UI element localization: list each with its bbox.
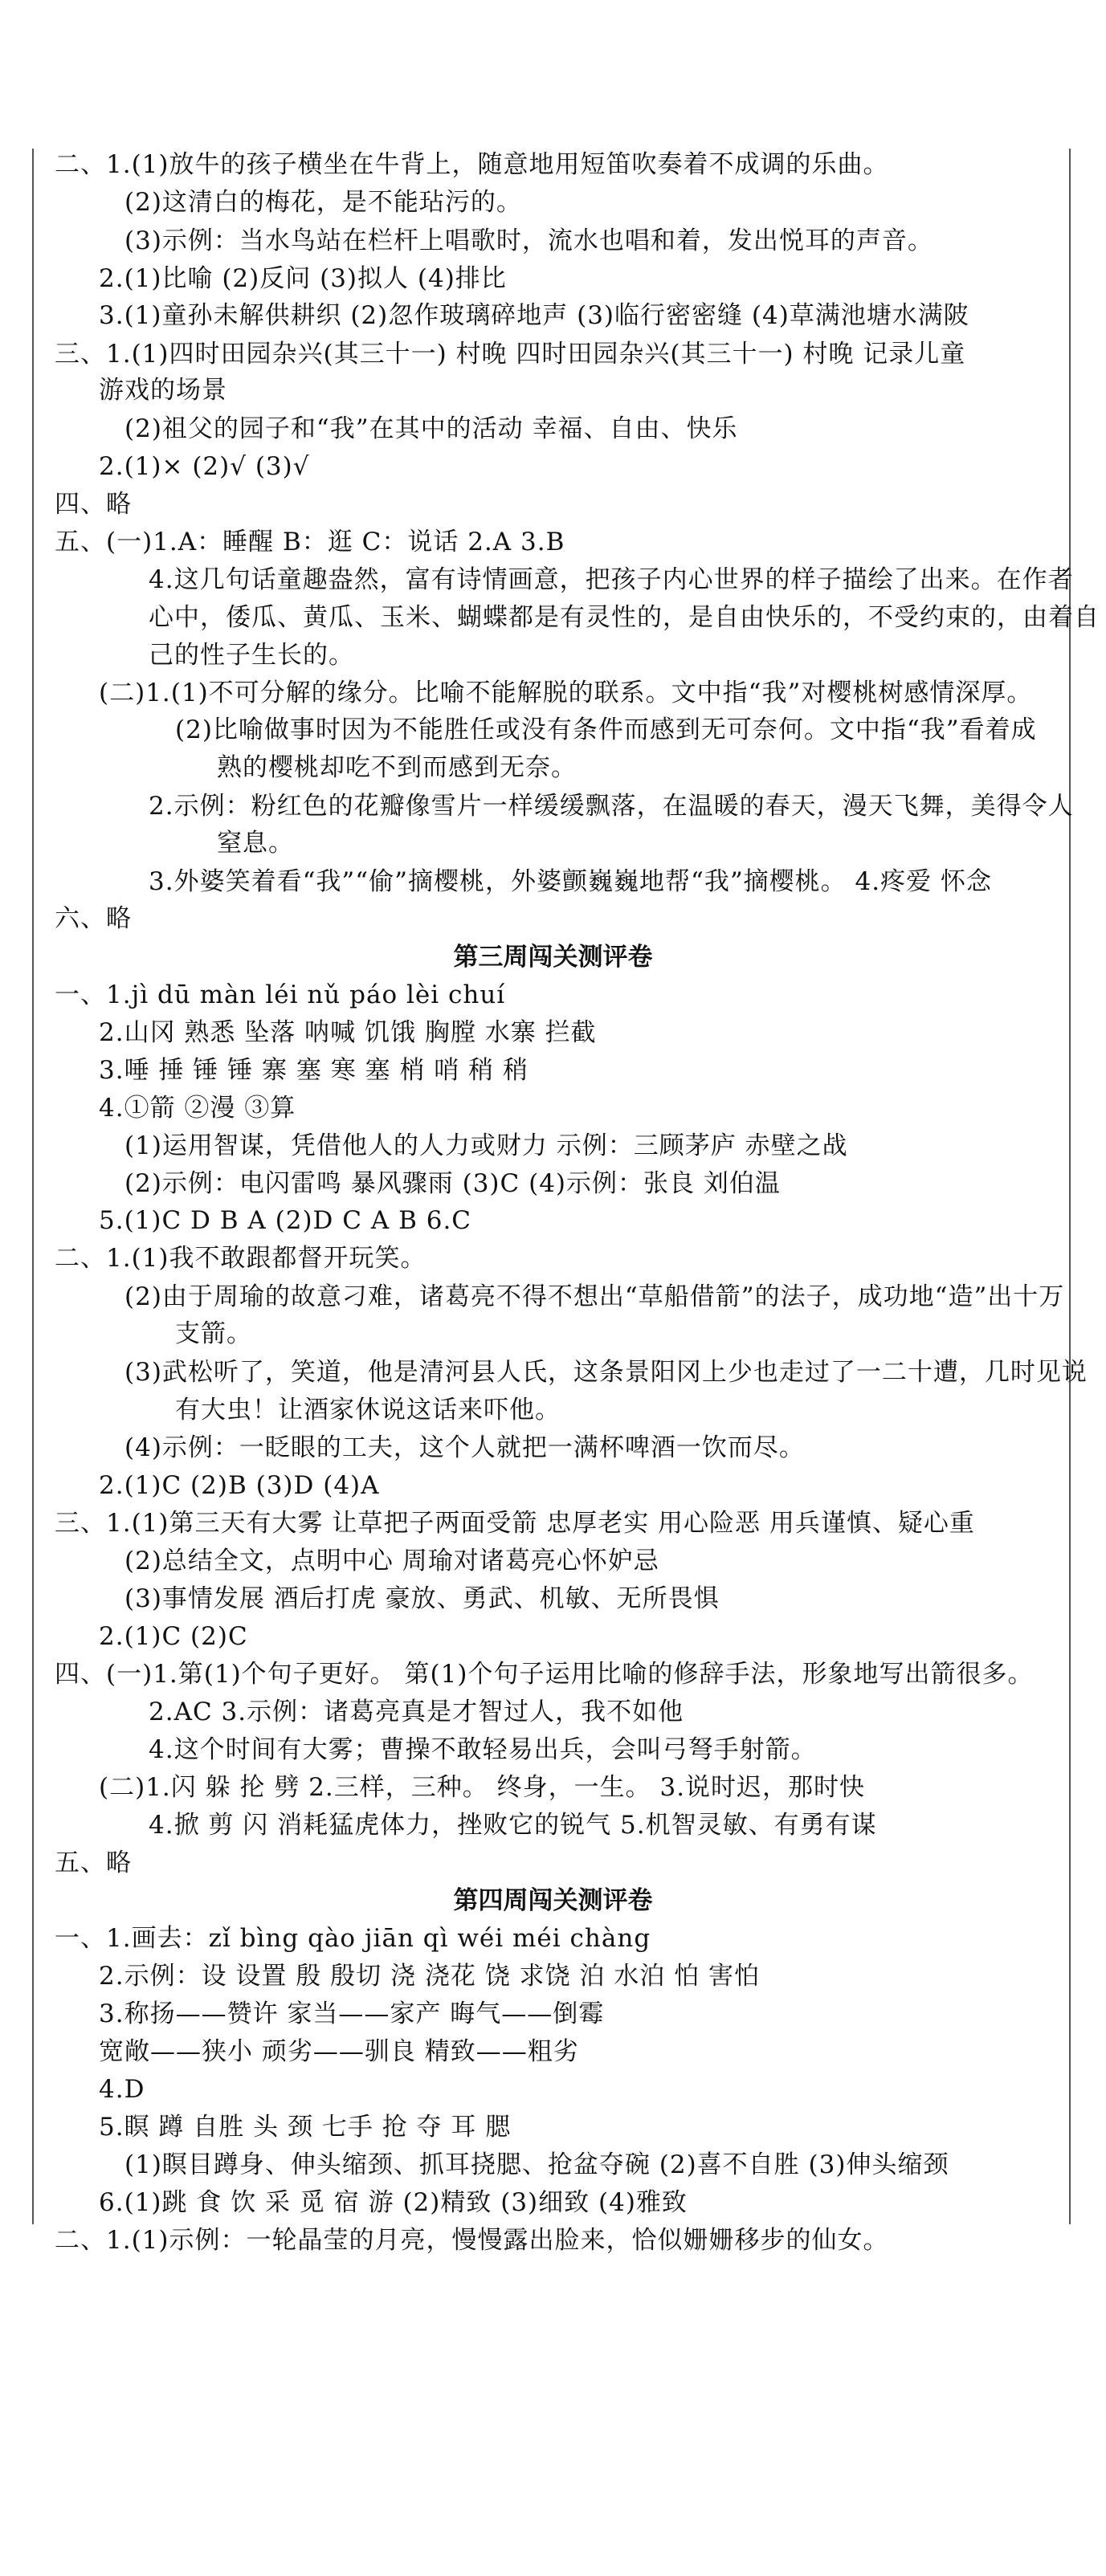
answer-line: 熟的樱桃却吃不到而感到无奈。: [217, 753, 577, 782]
answer-line: 4.D: [99, 2075, 145, 2104]
answer-line: 2.(1)C (2)C: [99, 1622, 248, 1651]
section-title: 第三周闯关测评卷: [453, 943, 653, 972]
answer-line: (2)总结全文，点明中心 周瑜对诸葛亮心怀妒忌: [124, 1547, 659, 1575]
answer-line: 己的性子生长的。: [149, 641, 354, 670]
answer-line: 支箭。: [175, 1319, 252, 1348]
answer-line: 一、1.jì dū màn léi nǔ páo lèi chuí: [55, 980, 506, 1009]
section-title: 第四周闯关测评卷: [453, 1886, 653, 1915]
answer-line: (2)由于周瑜的故意刁难，诸葛亮不得不想出“草船借箭”的法子，成功地“造”出十万: [124, 1282, 1065, 1311]
answer-line: 四、略: [55, 490, 132, 519]
answer-line: (2)比喻做事时因为不能胜任或没有条件而感到无可奈何。文中指“我”看着成: [175, 715, 1037, 744]
answer-line: 4.①箭 ②漫 ③算: [99, 1094, 296, 1123]
answer-line: 六、略: [55, 904, 132, 933]
answer-line: (3)武松听了，笑道，他是清河县人氏，这条景阳冈上少也走过了一二十遭，几时见说: [124, 1358, 1088, 1387]
answer-line: 2.山冈 熟悉 坠落 呐喊 饥饿 胸膛 水寨 拦截: [99, 1018, 597, 1047]
answer-line: 5.(1)C D B A (2)D C A B 6.C: [99, 1206, 472, 1235]
answer-line: 四、(一)1.第(1)个句子更好。 第(1)个句子运用比喻的修辞手法，形象地写出箭很多。: [55, 1660, 1034, 1689]
answer-line: 二、1.(1)放牛的孩子横坐在牛背上，随意地用短笛吹奏着不成调的乐曲。: [55, 150, 889, 179]
answer-line: (3)示例：当水鸟站在栏杆上唱歌时，流水也唱和着，发出悦耳的声音。: [124, 226, 933, 255]
answer-line: 3.(1)童孙未解供耕织 (2)忽作玻璃碎地声 (3)临行密密缝 (4)草满池塘水满陂: [99, 301, 969, 330]
answer-line: (2)示例：电闪雷鸣 暴风骤雨 (3)C (4)示例：张良 刘伯温: [124, 1169, 781, 1198]
answer-line: 一、1.画去：zǐ bìng qào jiān qì wéi méi chàng: [55, 1924, 651, 1953]
answer-line: (2)祖父的园子和“我”在其中的活动 幸福、自由、快乐: [124, 414, 738, 443]
answer-line: 3.称扬——赞许 家当——家产 晦气——倒霉: [99, 1999, 605, 2028]
answer-line: 窒息。: [217, 829, 294, 858]
answer-line: 三、1.(1)四时田园杂兴(其三十一) 村晚 四时田园杂兴(其三十一) 村晚 记录儿童: [55, 340, 966, 369]
answer-line: (2)这清白的梅花，是不能玷污的。: [124, 188, 522, 217]
answer-line: 4.这个时间有大雾；曹操不敢轻易出兵，会叫弓弩手射箭。: [149, 1735, 817, 1764]
answer-line: 心中，倭瓜、黄瓜、玉米、蝴蝶都是有灵性的，是自由快乐的，不受约束的，由着自: [149, 603, 1100, 632]
answer-line: 2.示例：粉红色的花瓣像雪片一样缓缓飘落，在温暖的春天，漫天飞舞，美得令人: [149, 792, 1074, 821]
answer-line: 三、1.(1)第三天有大雾 让草把子两面受箭 忠厚老实 用心险恶 用兵谨慎、疑心重: [55, 1509, 975, 1538]
answer-line: 2.(1)比喻 (2)反问 (3)拟人 (4)排比: [99, 264, 507, 293]
answer-line: 有大虫！让酒家休说这话来吓他。: [175, 1396, 561, 1425]
answer-line: 2.AC 3.示例：诸葛亮真是才智过人，我不如他: [149, 1698, 684, 1726]
answer-line: (二)1.闪 躲 抡 劈 2.三样，三种。 终身，一生。 3.说时迟，那时快: [99, 1773, 866, 1802]
answer-line: (1)瞑目蹲身、伸头缩颈、抓耳挠腮、抢盆夺碗 (2)喜不自胜 (3)伸头缩颈: [124, 2150, 949, 2179]
answer-line: (4)示例：一眨眼的工夫，这个人就把一满杯啤酒一饮而尽。: [124, 1433, 805, 1462]
answer-line: 2.示例：设 设置 殷 殷切 浇 浇花 饶 求饶 泊 水泊 怕 害怕: [99, 1962, 760, 1991]
answer-line: 3.唾 捶 锤 锤 寨 塞 寒 塞 梢 哨 稍 稍: [99, 1056, 529, 1085]
answer-line: 游戏的场景: [99, 376, 227, 405]
answer-line: 2.(1)× (2)√ (3)√: [99, 452, 310, 481]
answer-line: 5.瞑 蹲 自胜 头 颈 七手 抢 夺 耳 腮: [99, 2113, 512, 2142]
answer-line: 2.(1)C (2)B (3)D (4)A: [99, 1471, 380, 1500]
answer-line: 二、1.(1)示例：一轮晶莹的月亮，慢慢露出脸来，恰似姗姗移步的仙女。: [55, 2226, 889, 2255]
answer-line: (二)1.(1)不可分解的缘分。比喻不能解脱的联系。文中指“我”对樱桃树感情深厚。: [99, 679, 1033, 707]
answer-line: 五、略: [55, 1848, 132, 1877]
answer-line: 3.外婆笑着看“我”“偷”摘樱桃，外婆颤巍巍地帮“我”摘樱桃。 4.疼爱 怀念: [149, 867, 992, 896]
answer-line: 五、(一)1.A：睡醒 B：逛 C：说话 2.A 3.B: [55, 528, 565, 556]
answer-line: 4.这几句话童趣盎然，富有诗情画意，把孩子内心世界的样子描绘了出来。在作者: [149, 565, 1074, 594]
answer-line: (3)事情发展 酒后打虎 豪放、勇武、机敏、无所畏惧: [124, 1584, 720, 1613]
answer-line: 4.掀 剪 闪 消耗猛虎体力，挫败它的锐气 5.机智灵敏、有勇有谋: [149, 1811, 877, 1840]
answer-line: 6.(1)跳 食 饮 采 觅 宿 游 (2)精致 (3)细致 (4)雅致: [99, 2188, 688, 2217]
answer-line: 二、1.(1)我不敢跟都督开玩笑。: [55, 1244, 426, 1273]
answer-line: (1)运用智谋，凭借他人的人力或财力 示例：三顾茅庐 赤壁之战: [124, 1131, 848, 1160]
answer-line: 宽敞——狭小 顽劣——驯良 精致——粗劣: [99, 2037, 579, 2066]
